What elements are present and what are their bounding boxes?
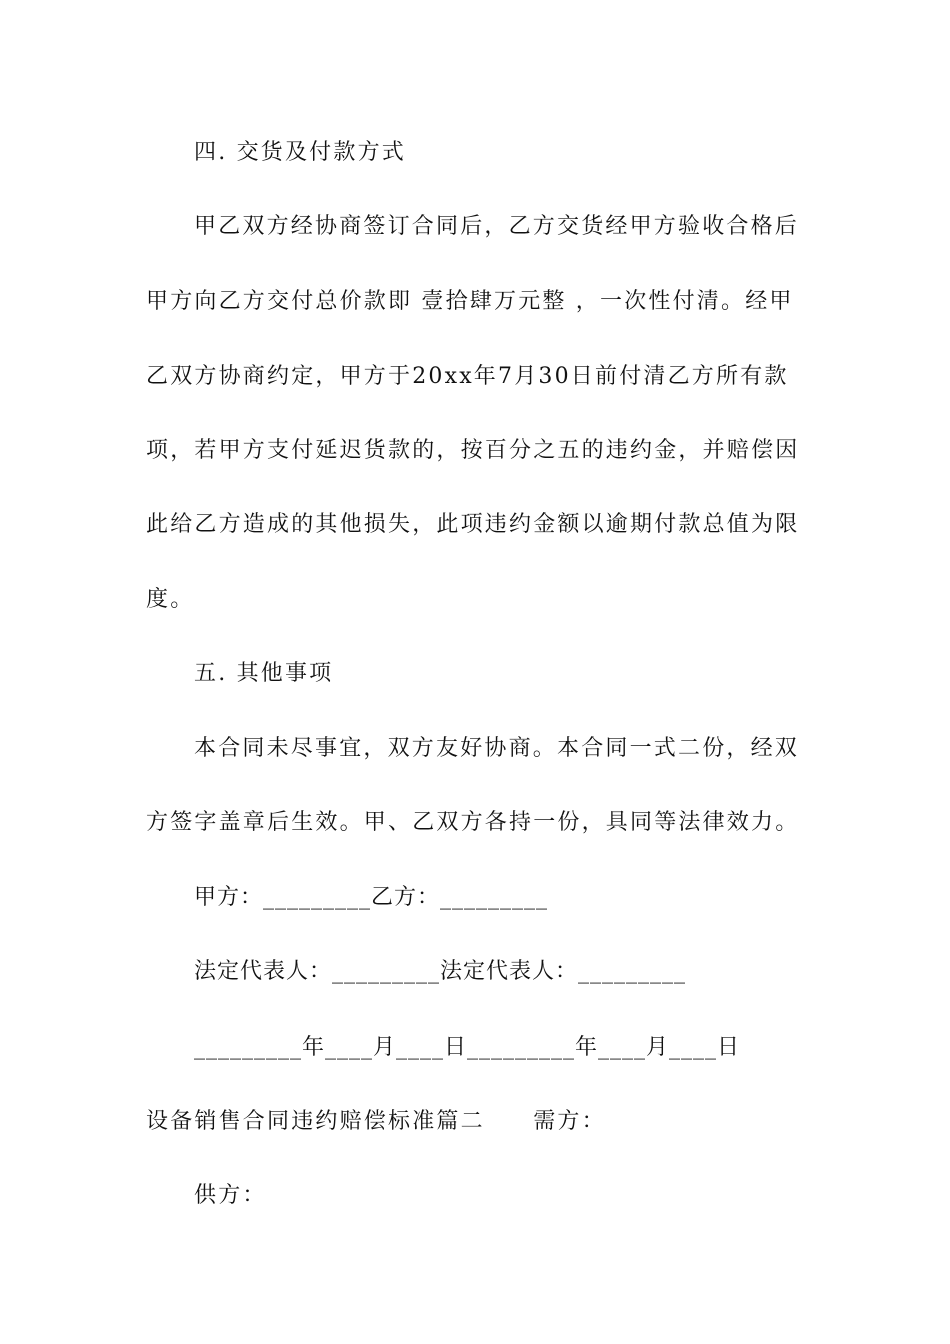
date-line: _________年____月____日_________年____月____日: [194, 1035, 741, 1060]
paragraph-line: 本合同未尽事宜，双方友好协商。本合同一式二份，经双: [194, 736, 800, 761]
paragraph-line: 甲方向乙方交付总价款即 壹拾肆万元整 ，一次性付清。经甲: [146, 289, 794, 314]
section-heading-other-matters: 五. 其他事项: [194, 661, 334, 686]
paragraph-line: 此给乙方造成的其他损失，此项违约金额以逾期付款总值为限: [146, 512, 800, 537]
section-title-part-two: 设备销售合同违约赔偿标准篇二 需方：: [146, 1109, 606, 1134]
paragraph-line: 项，若甲方支付延迟货款的，按百分之五的违约金，并赔偿因: [146, 438, 800, 463]
supplier-label: 供方：: [194, 1183, 267, 1208]
paragraph-line: 甲乙双方经协商签订合同后，乙方交货经甲方验收合格后: [194, 214, 800, 239]
paragraph-line: 方签字盖章后生效。甲、乙双方各持一份，具同等法律效力。: [146, 810, 800, 835]
section-heading-delivery-payment: 四. 交货及付款方式: [194, 140, 406, 165]
legal-representative-line: 法定代表人：_________法定代表人：_________: [194, 959, 687, 984]
paragraph-line: 乙双方协商约定，甲方于20xx年7月30日前付清乙方所有款: [146, 364, 789, 389]
party-signature-line: 甲方：_________乙方：_________: [194, 885, 549, 910]
paragraph-line: 度。: [146, 587, 195, 612]
